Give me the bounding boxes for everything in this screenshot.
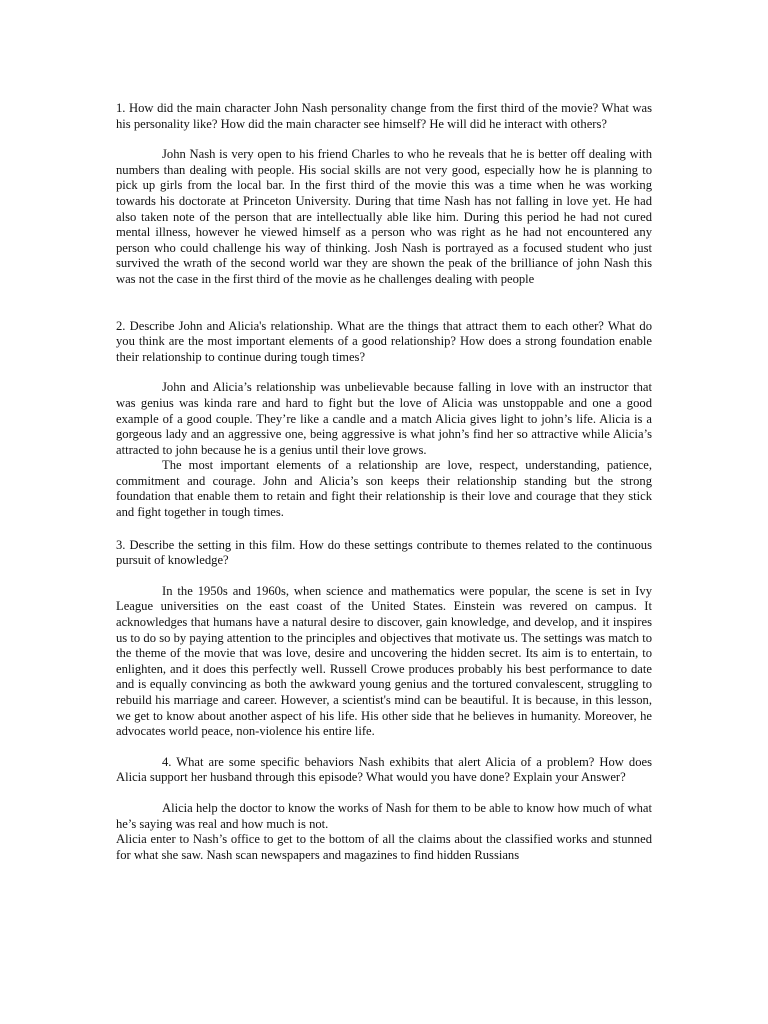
spacer [116, 569, 652, 584]
question-1: 1. How did the main character John Nash personality change from the first third of the movie? What was his personality like? How did the main character see himself? He will did he interact with others? [116, 101, 652, 131]
question-3: 3. Describe the setting in this film. How do these settings contribute to themes related to the continuous pursuit of knowledge? [116, 537, 652, 568]
answer-3: In the 1950s and 1960s, when science and mathematics were popular, the scene is set in Ivy League universities on the east coast of the United States. Einstein was revered on campus. It acknowledges that humans have a natural desire to discover, gain knowledge, and develop, and it inspires us to do so by paying attention to the principles and objectives that motivate us. The settings was match to the theme of the movie that was love, desire and uncovering the hidden secret. Its aim is to entertain, to enlighten, and it does this perfectly well. Russell Crowe produces probably his best performance to date and is equally convincing as both the awkward young genius and the tortured convalescent, struggling to rebuild his marriage and career. However, a scientist's mind can be beautiful. It is because, in this lesson, we get to know about another aspect of his life. His other side that he believes in humanity. Moreover, he advocates world peace, non-violence his entire life. [116, 583, 652, 739]
question-4: 4. What are some specific behaviors Nash exhibits that alert Alicia of a problem? How does Alicia support her husband through this episode? What would you have done? Explain your Answer? [116, 754, 652, 785]
spacer [116, 740, 652, 755]
spacer [116, 132, 652, 147]
spacer [116, 288, 652, 319]
answer-2-paragraph-2: The most important elements of a relationship are love, respect, understanding, patience, commitment and courage. John and Alicia’s son keeps their relationship standing but the strong foundation that enable them to retain and fight their relationship is their love and courage that they stick and fight together in tough times. [116, 458, 652, 520]
answer-2-paragraph-1: John and Alicia’s relationship was unbelievable because falling in love with an instructor that was genius was kinda rare and hard to fight but the love of Alicia was unstoppable and one a good example of a good couple. They’re like a candle and a match Alicia gives light to john’s life. Alicia is a gorgeous lady and an aggressive one, being aggressive is what john’s find her so attractive while Alicia’s attracted to john because he is a genius until their love grows. [116, 380, 652, 457]
document-page [116, 101, 652, 863]
spacer [116, 786, 652, 801]
question-2: 2. Describe John and Alicia's relationship. What are the things that attract them to each other? What do you think are the most important elements of a good relationship? How does a strong foundation enable their relationship to continue during tough times? [116, 318, 652, 364]
answer-4-paragraph-1: Alicia help the doctor to know the works of Nash for them to be able to know how much of what he’s saying was real and how much is not. [116, 800, 652, 831]
spacer [116, 365, 652, 380]
spacer [116, 521, 652, 538]
answer-1: John Nash is very open to his friend Charles to who he reveals that he is better off dealing with numbers than dealing with people. His social skills are not very good, especially how he is planning to pick up girls from the local bar. In the first third of the movie this was a time when he was working towards his doctorate at Princeton University. During that time Nash has not falling in love yet. He had also taken note of the person that are intellectually able like him. During this period he had not cured mental illness, however he viewed himself as a person who was right as he had not encountered any person who could challenge his way of thinking. Josh Nash is portrayed as a focused student who just survived the wrath of the second world war they are shown the peak of the brilliance of john Nash this was not the case in the first third of the movie as he challenges dealing with people [116, 147, 652, 286]
answer-4-paragraph-2: Alicia enter to Nash’s office to get to the bottom of all the claims about the classified works and stunned for what she saw. Nash scan newspapers and magazines to find hidden Russians [116, 832, 652, 862]
